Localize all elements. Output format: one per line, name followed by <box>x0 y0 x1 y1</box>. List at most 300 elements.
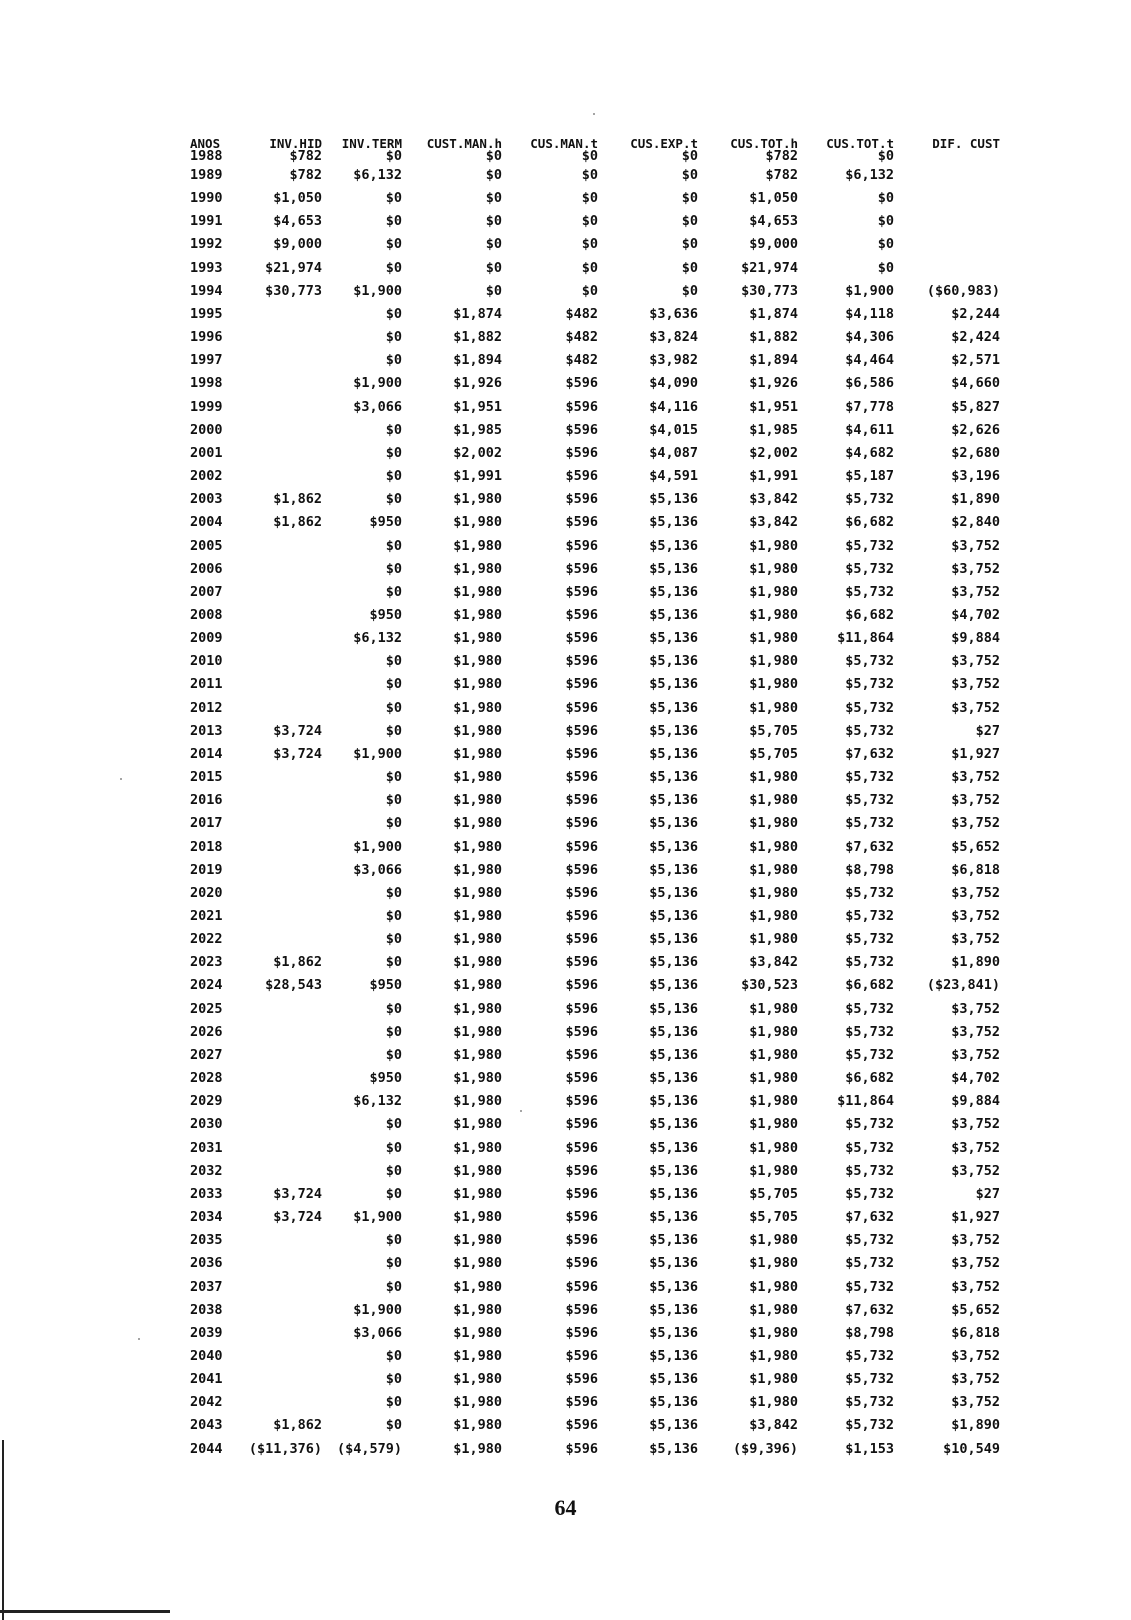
table-cell: $0 <box>681 190 698 207</box>
table-row <box>190 164 1000 187</box>
table-cell: $596 <box>565 884 598 901</box>
table-cell: $0 <box>681 167 698 183</box>
table-cell: $5,732 <box>845 1417 894 1434</box>
year-cell: 2007 <box>190 583 223 600</box>
table-cell: $4,116 <box>649 398 698 415</box>
table-cell: $596 <box>565 1023 598 1040</box>
table-cell: $3,724 <box>273 745 322 762</box>
table-cell: $596 <box>565 861 598 878</box>
year-cell: 2035 <box>190 1232 223 1249</box>
table-cell: $4,306 <box>845 329 894 346</box>
table-row <box>190 511 1000 534</box>
year-cell: 2016 <box>190 792 223 809</box>
table-cell: $3,752 <box>951 931 1000 948</box>
year-cell: 1996 <box>190 329 223 346</box>
table-cell: $596 <box>565 977 598 994</box>
table-row <box>190 859 1000 882</box>
table-cell: $1,980 <box>749 1023 798 1040</box>
year-cell: 2025 <box>190 1000 223 1017</box>
table-cell: $6,586 <box>845 375 894 392</box>
table-cell: $4,682 <box>845 444 894 461</box>
table-cell: $6,682 <box>845 606 894 623</box>
table-cell <box>242 558 322 581</box>
table-cell: $0 <box>385 560 402 577</box>
table-cell: $1,980 <box>453 560 502 577</box>
table-cell: $5,732 <box>845 560 894 577</box>
table-cell: $5,732 <box>845 769 894 786</box>
table-cell: $3,752 <box>951 769 1000 786</box>
cost-table <box>190 138 1000 1461</box>
table-cell: $1,862 <box>273 491 322 508</box>
table-cell: $0 <box>385 1371 402 1388</box>
table-cell: $782 <box>765 167 798 183</box>
table-cell: $5,136 <box>649 1440 698 1457</box>
table-cell: $1,980 <box>453 1093 502 1110</box>
table-cell: $5,732 <box>845 1046 894 1063</box>
table-cell: $1,980 <box>749 1394 798 1411</box>
table-cell: $3,752 <box>951 1000 1000 1017</box>
table-cell: $5,732 <box>845 1162 894 1179</box>
table-cell: $1,894 <box>749 352 798 369</box>
table-cell: $1,980 <box>453 1162 502 1179</box>
year-cell: 1992 <box>190 236 223 253</box>
year-cell: 1998 <box>190 375 223 392</box>
table-cell: $782 <box>289 148 322 164</box>
year-cell: 2038 <box>190 1301 223 1318</box>
table-cell: $5,136 <box>649 954 698 971</box>
table-cell: $2,840 <box>951 514 1000 531</box>
table-cell <box>242 1322 322 1345</box>
table-cell: $596 <box>565 769 598 786</box>
table-cell: $0 <box>385 421 402 438</box>
table-cell: $11,864 <box>837 1093 894 1110</box>
table-cell: $1,980 <box>453 838 502 855</box>
table-cell: $7,632 <box>845 745 894 762</box>
table-cell: $5,187 <box>845 468 894 485</box>
table-cell: $0 <box>581 213 598 230</box>
table-cell: $5,705 <box>749 722 798 739</box>
table-row <box>190 1322 1000 1345</box>
table-cell: $1,980 <box>749 1278 798 1295</box>
table-cell: $1,980 <box>749 560 798 577</box>
table-cell: $3,196 <box>951 468 1000 485</box>
table-cell: $3,752 <box>951 1255 1000 1272</box>
table-cell <box>242 1160 322 1183</box>
table-cell: $2,002 <box>453 444 502 461</box>
table-row <box>190 1276 1000 1299</box>
year-cell: 1997 <box>190 352 223 369</box>
table-cell: $5,732 <box>845 1116 894 1133</box>
table-cell: $0 <box>485 148 502 164</box>
table-cell <box>894 150 1000 164</box>
year-cell: 2029 <box>190 1093 223 1110</box>
table-cell: $3,752 <box>951 537 1000 554</box>
table-cell: $3,752 <box>951 1046 1000 1063</box>
table-cell: $0 <box>385 1139 402 1156</box>
table-cell: $1,980 <box>453 1070 502 1087</box>
year-cell: 2021 <box>190 908 223 924</box>
table-cell: $5,732 <box>845 1000 894 1017</box>
table-cell: $4,090 <box>649 375 698 392</box>
table-cell: $596 <box>565 931 598 948</box>
table-cell: $1,980 <box>453 653 502 670</box>
table-cell: $1,980 <box>749 1093 798 1110</box>
table-cell: $0 <box>385 653 402 670</box>
table-cell: $0 <box>385 1046 402 1063</box>
table-cell <box>242 1252 322 1275</box>
table-cell: $1,980 <box>453 1371 502 1388</box>
table-cell: $596 <box>565 1394 598 1411</box>
table-cell: $5,136 <box>649 977 698 994</box>
table-cell: $1,980 <box>749 792 798 809</box>
table-cell: $1,980 <box>453 792 502 809</box>
table-cell: $1,980 <box>749 1324 798 1341</box>
table-cell: $3,842 <box>749 954 798 971</box>
table-cell <box>242 1229 322 1252</box>
table-cell: $1,980 <box>749 838 798 855</box>
table-cell: $596 <box>565 699 598 716</box>
table-row <box>190 349 1000 372</box>
table-cell: $6,132 <box>845 167 894 183</box>
table-cell <box>242 766 322 789</box>
table-cell: $3,752 <box>951 1162 1000 1179</box>
table-cell: $0 <box>385 444 402 461</box>
table-cell: $1,980 <box>749 1139 798 1156</box>
table-cell: $5,136 <box>649 1000 698 1017</box>
table-cell: $5,136 <box>649 931 698 948</box>
table-cell: $782 <box>289 167 322 183</box>
table-cell: $1,980 <box>453 537 502 554</box>
table-cell: $1,900 <box>353 1209 402 1226</box>
table-cell: $5,136 <box>649 1347 698 1364</box>
table-row <box>190 650 1000 673</box>
table-cell: $1,980 <box>453 1185 502 1202</box>
table-cell: $4,015 <box>649 421 698 438</box>
table-cell: $596 <box>565 421 598 438</box>
table-cell: $0 <box>485 167 502 183</box>
table-cell: $5,705 <box>749 745 798 762</box>
table-row <box>190 257 1000 280</box>
scan-speck <box>138 1338 140 1340</box>
table-cell: $5,136 <box>649 1185 698 1202</box>
table-cell: $1,980 <box>453 861 502 878</box>
table-cell: $0 <box>385 1162 402 1179</box>
table-row <box>190 998 1000 1021</box>
table-cell: $950 <box>369 606 402 623</box>
table-cell: $1,980 <box>749 1347 798 1364</box>
table-cell <box>242 673 322 696</box>
table-cell: $3,842 <box>749 514 798 531</box>
year-cell: 2032 <box>190 1162 223 1179</box>
table-cell <box>242 1391 322 1414</box>
table-cell: $0 <box>385 148 402 164</box>
table-row <box>190 974 1000 997</box>
table-cell: $1,980 <box>453 1255 502 1272</box>
table-cell: $0 <box>385 884 402 901</box>
table-cell: $596 <box>565 838 598 855</box>
table-cell: $3,636 <box>649 305 698 322</box>
table-cell: $1,980 <box>749 537 798 554</box>
table-cell: $5,136 <box>649 1093 698 1110</box>
table-cell: ($60,983) <box>926 282 1000 299</box>
table-cell: $5,136 <box>649 1278 698 1295</box>
table-cell: $596 <box>565 1185 598 1202</box>
table-cell: $1,862 <box>273 514 322 531</box>
table-cell: $482 <box>565 329 598 346</box>
table-cell: $3,724 <box>273 1209 322 1226</box>
table-cell: $1,900 <box>353 745 402 762</box>
header-dif-cust: DIF. CUST <box>932 136 1000 151</box>
table-cell: $1,900 <box>353 375 402 392</box>
table-row <box>190 812 1000 835</box>
table-cell <box>242 905 322 928</box>
table-cell: $596 <box>565 375 598 392</box>
table-cell: $0 <box>485 213 502 230</box>
table-cell: $0 <box>385 1394 402 1411</box>
table-row <box>190 905 1000 928</box>
table-cell: $596 <box>565 722 598 739</box>
year-cell: 2018 <box>190 838 223 855</box>
table-cell <box>242 650 322 673</box>
table-cell <box>242 998 322 1021</box>
table-cell: $5,827 <box>951 398 1000 415</box>
table-cell: $5,705 <box>749 1185 798 1202</box>
table-cell: $0 <box>681 282 698 299</box>
table-cell: $0 <box>385 676 402 693</box>
table-row <box>190 1299 1000 1322</box>
table-row <box>190 581 1000 604</box>
year-cell: 2033 <box>190 1185 223 1202</box>
table-cell: $3,752 <box>951 792 1000 809</box>
table-cell: $0 <box>681 213 698 230</box>
table-cell: $4,660 <box>951 375 1000 392</box>
table-cell: $0 <box>385 1116 402 1133</box>
table-cell <box>242 396 322 419</box>
table-cell: $1,980 <box>453 676 502 693</box>
table-cell: $6,682 <box>845 977 894 994</box>
table-cell: $2,626 <box>951 421 1000 438</box>
table-row <box>190 743 1000 766</box>
table-cell: $0 <box>581 190 598 207</box>
table-cell: $5,705 <box>749 1209 798 1226</box>
table-cell: $1,980 <box>453 630 502 647</box>
table-cell: $6,132 <box>353 167 402 183</box>
table-cell: $1,980 <box>453 954 502 971</box>
table-cell: $4,702 <box>951 1070 1000 1087</box>
table-cell: $30,773 <box>265 282 322 299</box>
table-cell: $5,732 <box>845 537 894 554</box>
table-cell: $10,549 <box>943 1440 1000 1457</box>
year-cell: 1995 <box>190 305 223 322</box>
table-cell: $3,752 <box>951 653 1000 670</box>
table-cell: $5,732 <box>845 1255 894 1272</box>
table-cell: $5,732 <box>845 722 894 739</box>
table-cell: $596 <box>565 1324 598 1341</box>
table-cell: $5,732 <box>845 1232 894 1249</box>
table-cell: $5,136 <box>649 1046 698 1063</box>
table-row <box>190 280 1000 303</box>
table-cell: $0 <box>385 1023 402 1040</box>
table-cell: $5,136 <box>649 861 698 878</box>
scan-speck <box>120 778 122 780</box>
table-cell: $5,136 <box>649 884 698 901</box>
table-cell: $0 <box>877 148 894 164</box>
year-cell: 2023 <box>190 954 223 971</box>
table-cell: $5,136 <box>649 491 698 508</box>
year-cell: 2009 <box>190 630 223 647</box>
table-cell: $1,980 <box>749 1000 798 1017</box>
table-row <box>190 1137 1000 1160</box>
table-cell: $1,927 <box>951 1209 1000 1226</box>
table-cell: $0 <box>877 236 894 253</box>
table-cell: $0 <box>581 259 598 276</box>
table-row <box>190 1391 1000 1414</box>
table-cell <box>242 1044 322 1067</box>
table-cell: $1,980 <box>749 815 798 832</box>
year-cell: 2008 <box>190 606 223 623</box>
table-cell: $0 <box>681 259 698 276</box>
table-cell: $3,824 <box>649 329 698 346</box>
table-cell: $5,136 <box>649 745 698 762</box>
table-cell: $596 <box>565 954 598 971</box>
table-cell: $1,890 <box>951 954 1000 971</box>
year-cell: 2011 <box>190 676 223 693</box>
table-row <box>190 1414 1000 1437</box>
table-cell: $3,752 <box>951 1278 1000 1295</box>
table-cell: $1,980 <box>749 861 798 878</box>
table-cell: $1,985 <box>749 421 798 438</box>
year-cell: 2022 <box>190 931 223 948</box>
year-cell: 2041 <box>190 1371 223 1388</box>
table-cell: $1,980 <box>453 1440 502 1457</box>
table-cell: $0 <box>681 148 698 164</box>
table-cell: $9,000 <box>273 236 322 253</box>
year-cell: 2001 <box>190 444 223 461</box>
year-cell: 2019 <box>190 861 223 878</box>
table-cell: $596 <box>565 1371 598 1388</box>
table-cell: $596 <box>565 514 598 531</box>
year-cell: 2005 <box>190 537 223 554</box>
table-cell: $0 <box>385 769 402 786</box>
table-row <box>190 1021 1000 1044</box>
table-cell: $1,980 <box>453 1347 502 1364</box>
table-cell <box>242 859 322 882</box>
table-row <box>190 1183 1000 1206</box>
table-cell: $1,980 <box>453 977 502 994</box>
table-row <box>190 419 1000 442</box>
table-cell: $596 <box>565 1070 598 1087</box>
table-cell <box>242 1090 322 1113</box>
table-cell: $3,752 <box>951 1116 1000 1133</box>
table-cell: $5,136 <box>649 1232 698 1249</box>
table-cell: $3,066 <box>353 861 402 878</box>
table-cell: $950 <box>369 977 402 994</box>
table-cell: $5,136 <box>649 653 698 670</box>
table-cell <box>242 535 322 558</box>
table-cell: $1,980 <box>453 769 502 786</box>
table-row <box>190 535 1000 558</box>
table-cell: $5,652 <box>951 1301 1000 1318</box>
table-cell: $0 <box>385 583 402 600</box>
table-cell: $0 <box>385 468 402 485</box>
year-cell: 2044 <box>190 1440 223 1457</box>
year-cell: 2030 <box>190 1116 223 1133</box>
table-cell: $3,752 <box>951 1347 1000 1364</box>
table-cell: $2,244 <box>951 305 1000 322</box>
table-cell: $4,087 <box>649 444 698 461</box>
table-cell: $950 <box>369 1070 402 1087</box>
table-row <box>190 210 1000 233</box>
table-cell: $596 <box>565 815 598 832</box>
table-cell: $0 <box>485 236 502 253</box>
table-cell: $3,982 <box>649 352 698 369</box>
table-cell: $5,136 <box>649 792 698 809</box>
year-cell: 2014 <box>190 745 223 762</box>
table-row <box>190 882 1000 905</box>
table-cell <box>242 465 322 488</box>
table-cell: $5,732 <box>845 1139 894 1156</box>
table-row <box>190 951 1000 974</box>
year-cell: 2042 <box>190 1394 223 1411</box>
table-cell: $5,732 <box>845 583 894 600</box>
table-cell: $3,724 <box>273 722 322 739</box>
table-cell: $1,980 <box>453 583 502 600</box>
table-cell: $1,980 <box>453 1324 502 1341</box>
year-cell: 2031 <box>190 1139 223 1156</box>
table-cell: $1,927 <box>951 745 1000 762</box>
table-cell: $1,991 <box>453 468 502 485</box>
table-cell: $3,752 <box>951 1394 1000 1411</box>
table-cell: $1,980 <box>749 908 798 924</box>
table-cell: $0 <box>385 792 402 809</box>
table-row <box>190 720 1000 743</box>
year-cell: 2026 <box>190 1023 223 1040</box>
table-cell: $1,980 <box>453 1394 502 1411</box>
table-row <box>190 396 1000 419</box>
header-cus-tot-h: CUS.TOT.h <box>730 136 798 151</box>
table-cell: $5,136 <box>649 1301 698 1318</box>
table-row <box>190 789 1000 812</box>
table-cell: $1,980 <box>749 884 798 901</box>
table-cell <box>242 1276 322 1299</box>
table-cell: $596 <box>565 908 598 924</box>
table-cell: $1,890 <box>951 1417 1000 1434</box>
table-cell: $27 <box>975 1185 1000 1202</box>
table-cell: $5,136 <box>649 606 698 623</box>
table-cell: $6,818 <box>951 861 1000 878</box>
year-cell: 2003 <box>190 491 223 508</box>
header-cus-man-t: CUS.MAN.t <box>530 136 598 151</box>
table-cell: $3,752 <box>951 699 1000 716</box>
year-cell: 2036 <box>190 1255 223 1272</box>
table-cell: $1,874 <box>749 305 798 322</box>
year-cell: 2015 <box>190 769 223 786</box>
table-cell: $5,732 <box>845 491 894 508</box>
table-cell: $0 <box>385 1347 402 1364</box>
table-cell: $1,980 <box>749 1371 798 1388</box>
table-cell: $4,464 <box>845 352 894 369</box>
table-cell: $5,136 <box>649 838 698 855</box>
table-cell: $0 <box>385 699 402 716</box>
table-row <box>190 326 1000 349</box>
table-cell: $5,732 <box>845 954 894 971</box>
table-row <box>190 187 1000 210</box>
table-cell: $1,980 <box>749 676 798 693</box>
table-cell: $5,732 <box>845 1394 894 1411</box>
table-cell: $3,752 <box>951 583 1000 600</box>
table-cell: $0 <box>385 1185 402 1202</box>
table-row <box>190 1368 1000 1391</box>
